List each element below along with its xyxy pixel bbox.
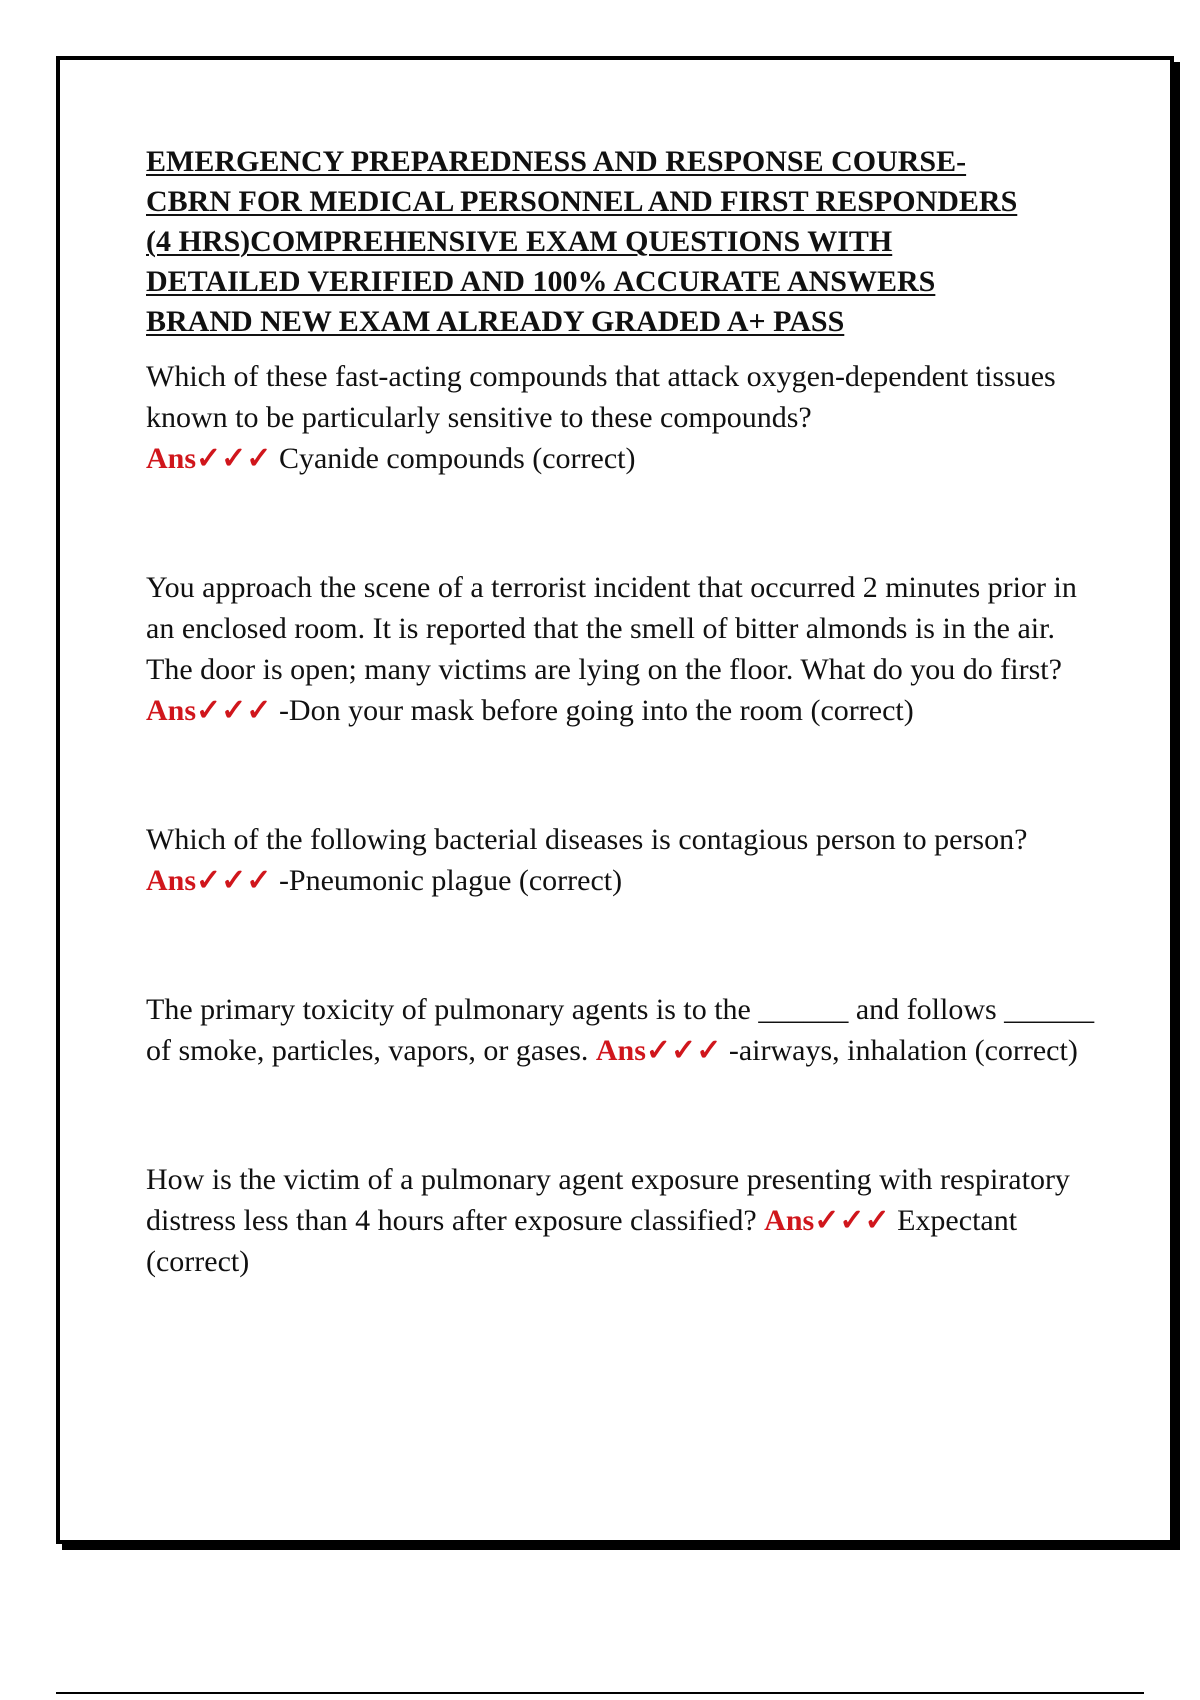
question-text: You approach the scene of a terrorist incident that occurred 2 minutes prior in an enclosed room. It is reported that the smell of bitter almonds is in the air. The door is open; many victims are lying on the floor. What do you do first? [146, 571, 1077, 686]
qa-item [146, 989, 1096, 1071]
answer-text: -Pneumonic plague (correct) [278, 864, 623, 897]
document-content [146, 142, 1096, 1282]
answer-text: Cyanide compounds (correct) [278, 442, 636, 475]
question-text: The primary toxicity of pulmonary agents is to the ______ and follows ______ of smoke, particles, vapors, or gases. [146, 993, 1095, 1067]
qa-item [146, 819, 1096, 901]
title-line: BRAND NEW EXAM ALREADY GRADED A+ PASS [146, 305, 845, 338]
question-text: Which of these fast-acting compounds that attack oxygen-dependent tissues known to be particularly sensitive to these compounds? [146, 360, 1056, 434]
answer-marker: Ans✓✓✓ [595, 1034, 722, 1067]
answer-marker: Ans✓✓✓ [146, 442, 272, 475]
bottom-divider [56, 1692, 1144, 1694]
answer-marker: Ans✓✓✓ [146, 694, 272, 727]
question-text: Which of the following bacterial diseases is contagious person to person? [146, 823, 1028, 856]
answer-text: -Don your mask before going into the room (correct) [278, 694, 914, 727]
qa-item [146, 356, 1096, 479]
title-line: (4 HRS)COMPREHENSIVE EXAM QUESTIONS WITH [146, 225, 893, 258]
answer-text: Expectant (correct) [146, 1204, 1018, 1278]
answer-marker: Ans✓✓✓ [146, 864, 272, 897]
title-line: CBRN FOR MEDICAL PERSONNEL AND FIRST RESPONDERS [146, 185, 1018, 218]
title-line: DETAILED VERIFIED AND 100% ACCURATE ANSWERS [146, 265, 936, 298]
title-line: EMERGENCY PREPAREDNESS AND RESPONSE COURSE- [146, 145, 967, 178]
question-text: How is the victim of a pulmonary agent exposure presenting with respiratory distress less than 4 hours after exposure classified? [146, 1163, 1070, 1237]
qa-item [146, 567, 1096, 731]
qa-item [146, 1159, 1096, 1282]
answer-text: -airways, inhalation (correct) [728, 1034, 1078, 1067]
document-title [146, 142, 1096, 342]
answer-marker: Ans✓✓✓ [764, 1204, 890, 1237]
